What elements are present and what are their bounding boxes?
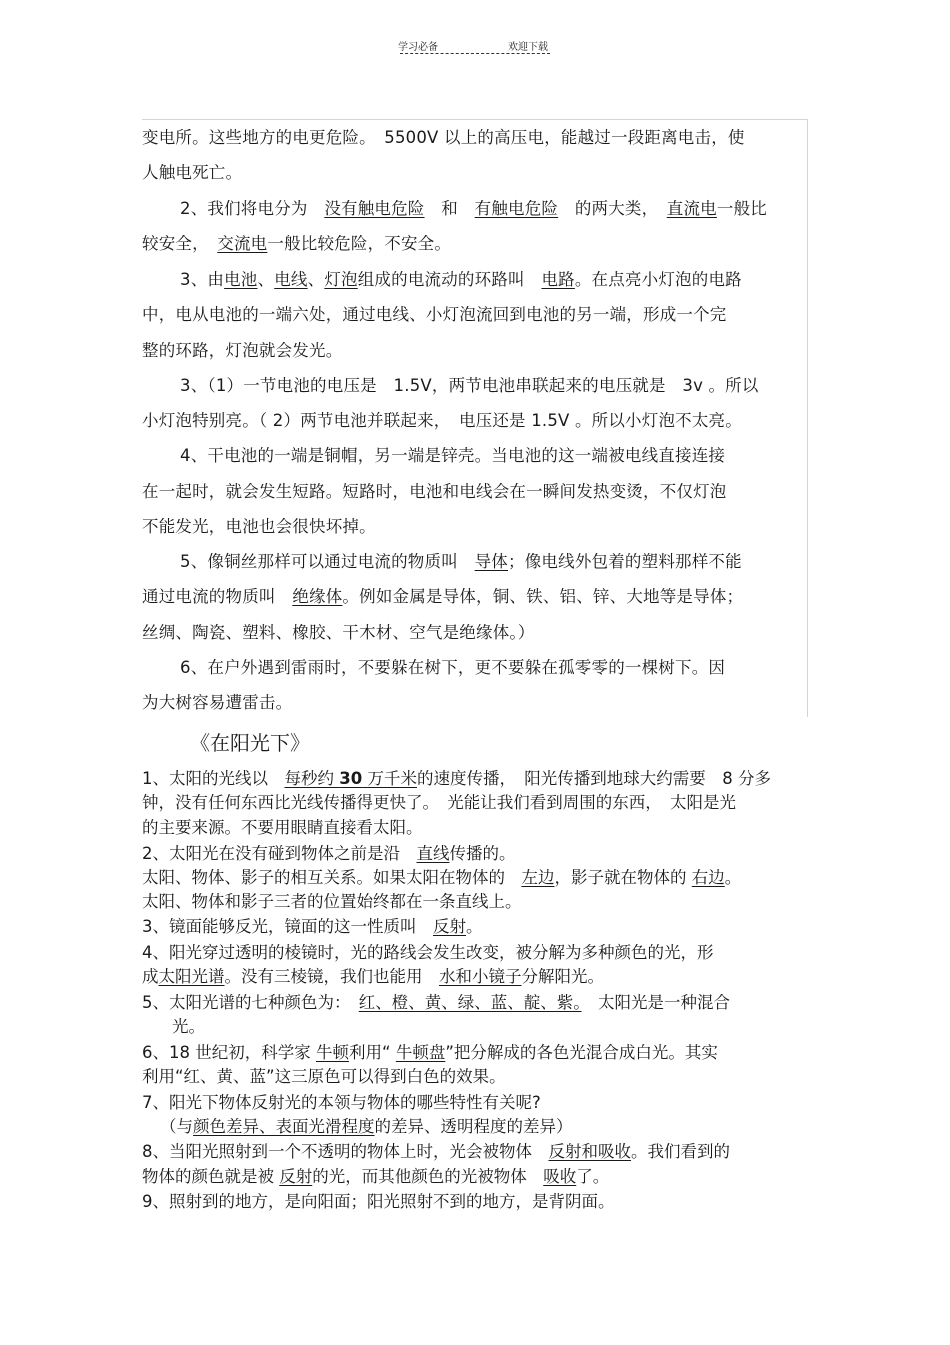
text-line xyxy=(142,966,604,988)
line-part: ；像电线外包着的塑料那样不能 xyxy=(508,552,742,571)
text-line: 中，电从电池的一端六处，通过电线、小灯泡流回到电池的另一端，形成一个完 xyxy=(142,305,727,324)
text-line xyxy=(142,768,771,790)
text-line xyxy=(142,916,483,938)
line-part: （与 xyxy=(160,1117,193,1136)
line-part: 较安全， xyxy=(142,234,201,253)
page-header xyxy=(398,38,550,56)
answer-blank: 反射 xyxy=(433,917,466,936)
line-part: 、 xyxy=(307,270,325,289)
text-line: 4、干电池的一端是铜帽，另一端是锌壳。当电池的这一端被电线直接连接 xyxy=(180,446,726,465)
answer-blank: 直线 xyxy=(416,844,450,863)
section-title: 《在阳光下》 xyxy=(190,731,310,755)
line-part: 、 xyxy=(257,270,275,289)
text-line: 钟，没有任何东西比光线传播得更快了。 光能让我们看到周围的东西， 太阳是光 xyxy=(142,793,736,812)
line-part: 6、18 世纪初，科学家 xyxy=(142,1043,311,1062)
answer-blank: 电路 xyxy=(541,270,575,289)
line-part: 的速度传播， 阳光传播到地球大约需要 8 分多 xyxy=(416,769,771,788)
line-part: 8、当阳光照射到一个不透明的物体上时，光会被物体 xyxy=(142,1142,532,1161)
text-line: 的主要来源。不要用眼睛直接看太阳。 xyxy=(142,818,423,837)
answer-blank: 直流电 xyxy=(666,199,717,218)
text-line: 在一起时，就会发生短路。短路时，电池和电线会在一瞬间发热变烫，不仅灯泡 xyxy=(142,482,727,501)
text-line xyxy=(180,268,742,292)
line-part: 成 xyxy=(142,967,159,986)
answer-blank: 左边 xyxy=(521,868,555,887)
text-line xyxy=(180,197,767,221)
header-right-text: 欢迎下载 xyxy=(508,42,548,53)
text-line xyxy=(142,232,451,256)
answer-blank: 反射和吸收 xyxy=(548,1142,631,1161)
answer-blank: 有触电危险 xyxy=(474,199,559,218)
text-line: 4、阳光穿过透明的棱镜时，光的路线会发生改变，被分解为多种颜色的光，形 xyxy=(142,943,714,962)
line-part: 和 xyxy=(441,199,458,218)
answer-blank: 颜色差异、表面光滑程度 xyxy=(193,1117,375,1136)
line-part: 。 xyxy=(724,868,742,887)
line-part: 物体的颜色就是被 xyxy=(142,1167,274,1186)
line-part: 通过电流的物质叫 xyxy=(142,587,276,606)
line-part: 。没有三棱镜，我们也能用 xyxy=(224,967,423,986)
line-part: 太阳光是一种混合 xyxy=(581,993,730,1012)
text-line: 人触电死亡。 xyxy=(142,163,243,182)
answer-blank: 灯泡 xyxy=(324,270,358,289)
line-part: 传播的。 xyxy=(449,844,516,863)
header-left-text: 学习必备 xyxy=(398,42,438,53)
line-part: 一般比 xyxy=(716,199,767,218)
text-line xyxy=(142,585,743,609)
line-part: 3、由 xyxy=(180,270,225,289)
text-line: 利用“红、黄、蓝”这三原色可以得到白色的效果。 xyxy=(142,1067,506,1086)
answer-blank: 反射 xyxy=(279,1167,313,1186)
text-line xyxy=(142,1141,730,1163)
line-part: 组成的电流动的环路叫 xyxy=(357,270,525,289)
text-line xyxy=(142,843,516,865)
text-line: 9、照射到的地方，是向阳面；阳光照射不到的地方，是背阴面。 xyxy=(142,1192,615,1211)
text-line: 6、在户外遇到雷雨时，不要躲在树下，更不要躲在孤零零的一棵树下。因 xyxy=(180,658,726,677)
line-part: 。例如金属是导体，铜、铁、铝、锌、大地等是导体； xyxy=(342,587,744,606)
line-part: 。我们看到的 xyxy=(631,1142,730,1161)
line-part: ”把分解成的各色光混合成白光。其实 xyxy=(445,1043,718,1062)
line-part: 利用“ xyxy=(349,1043,391,1062)
answer-blank: 交流电 xyxy=(217,234,268,253)
text-line: 3、（1）一节电池的电压是 1.5V，两节电池串联起来的电压就是 3v 。所以 xyxy=(180,376,759,395)
text-line: 小灯泡特别亮。（ 2）两节电池并联起来， 电压还是 1.5V 。所以小灯泡不太亮。 xyxy=(142,411,742,430)
answer-blank: 太阳光谱 xyxy=(158,967,225,986)
line-part: 3、镜面能够反光，镜面的这一性质叫 xyxy=(142,917,417,936)
answer-blank: 牛顿盘 xyxy=(395,1043,446,1062)
line-part: 2、我们将电分为 xyxy=(180,199,308,218)
line-part: 5、太阳光谱的七种颜色为： xyxy=(142,993,343,1012)
answer-blank xyxy=(285,769,417,788)
line-part: 的差异、透明程度的差异） xyxy=(374,1117,573,1136)
line-part: 的两大类， xyxy=(574,199,651,218)
text-line: 不能发光，电池也会很快坏掉。 xyxy=(142,517,376,536)
header-dashed-rule xyxy=(400,53,550,54)
answer-blank: 绝缘体 xyxy=(292,587,343,606)
line-part: 5、像铜丝那样可以通过电流的物质叫 xyxy=(180,552,458,571)
line-part: 1、太阳的光线以 xyxy=(142,769,268,788)
answer-blank: 电池 xyxy=(224,270,258,289)
blank-part: 万千米 xyxy=(367,769,417,788)
line-part: 2、太阳光在没有碰到物体之前是沿 xyxy=(142,844,400,863)
text-line: 丝绸、陶瓷、塑料、橡胶、干木材、空气是绝缘体。） xyxy=(142,623,535,642)
answer-blank: 导体 xyxy=(474,552,509,571)
answer-blank: 水和小镜子 xyxy=(439,967,522,986)
line-part: 太阳、物体、影子的相互关系。如果太阳在物体的 xyxy=(142,868,505,887)
answer-blank: 红、橙、黄、绿、蓝、靛、紫。 xyxy=(358,993,582,1012)
text-line xyxy=(142,992,730,1014)
text-line xyxy=(160,1116,573,1138)
answer-blank: 电线 xyxy=(274,270,308,289)
blank-number: 30 xyxy=(339,769,363,788)
line-part: 变电所。这些地方的电更危险。 xyxy=(142,128,368,147)
text-line xyxy=(142,867,741,889)
answer-blank: 吸收 xyxy=(543,1167,577,1186)
line-part: 5500V 以上的高压电，能越过一段距离电击，使 xyxy=(384,128,745,147)
answer-blank: 没有触电危险 xyxy=(324,199,425,218)
text-line xyxy=(142,1166,609,1188)
text-line: 为大树容易遭雷击。 xyxy=(142,693,293,712)
answer-blank: 右边 xyxy=(691,868,725,887)
text-line xyxy=(142,1042,718,1064)
blank-part: 每秒约 xyxy=(284,769,334,788)
line-part: 的光，而其他颜色的光被物体 xyxy=(312,1167,527,1186)
answer-blank: 牛顿 xyxy=(316,1043,349,1062)
line-part: 分解阳光。 xyxy=(521,967,604,986)
text-line: 7、阳光下物体反射光的本领与物体的哪些特性有关呢? xyxy=(142,1093,541,1112)
line-part: 了。 xyxy=(576,1167,610,1186)
text-line xyxy=(142,126,745,150)
text-line xyxy=(180,550,742,574)
text-line: 太阳、物体和影子三者的位置始终都在一条直线上。 xyxy=(142,892,522,911)
line-part: 。在点亮小灯泡的电路 xyxy=(574,270,742,289)
text-line: 整的环路，灯泡就会发光。 xyxy=(142,341,343,360)
line-part: 一般比较危险，不安全。 xyxy=(267,234,452,253)
text-line: 光。 xyxy=(172,1017,205,1036)
line-part: 。 xyxy=(466,917,483,936)
line-part: ，影子就在物体的 xyxy=(554,868,687,887)
